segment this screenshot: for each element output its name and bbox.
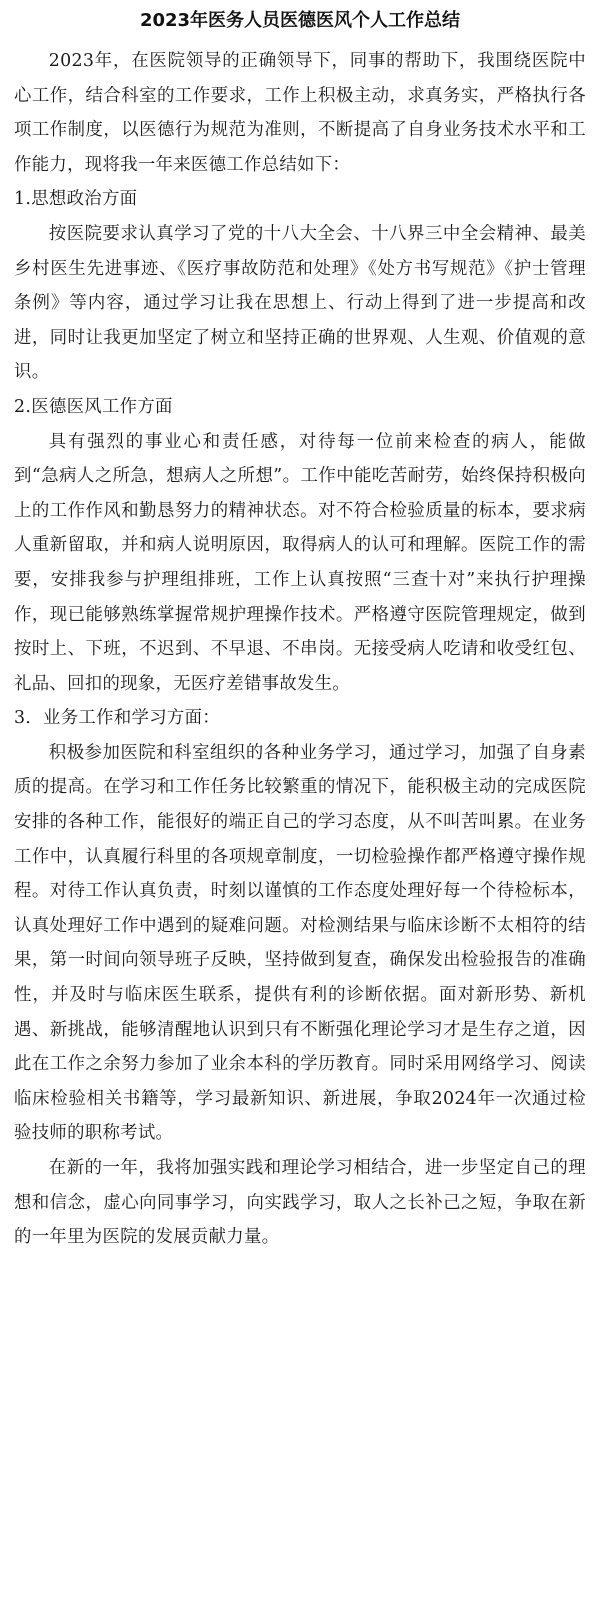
- section-2-heading: 2.医德医风工作方面: [14, 396, 173, 417]
- intro-paragraph: 2023年，在医院领导的正确领导下，同事的帮助下，我围绕医院中心工作，结合科室的工作要求，工作上积极主动，求真务实，严格执行各项工作制度，以医德行为规范为准则，不断提高了自身业务技术水平和工作能力，现将我一年来医德工作总结如下：: [14, 51, 586, 175]
- section-2-body: 具有强烈的事业心和责任感，对待每一位前来检查的病人，能做到“急病人之所急，想病人之所想”。工作中能吃苦耐劳，始终保持积极向上的工作作风和勤恳努力的精神状态。对不符合检验质量的标本，要求病人重新留取，并和病人说明原因，取得病人的认可和理解。医院工作的需要，安排我参与护理组排班，工作上认真按照“三查十对”来执行护理操作，现已能够熟练掌握常规护理操作技术。严格遵守医院管理规定，做到按时上、下班，不迟到、不早退、不串岗。无接受病人吃请和收受红包、礼品、回扣的现象，无医疗差错事故发生。: [14, 431, 586, 694]
- section-3-body: 积极参加医院和科室组织的各种业务学习，通过学习，加强了自身素质的提高。在学习和工作任务比较繁重的情况下，能积极主动的完成医院安排的各种工作，能很好的端正自己的学习态度，从不叫苦叫累。在业务工作中，认真履行科里的各项规章制度，一切检验操作都严格遵守操作规程。对待工作认真负责，时刻以谨慎的工作态度处理好每一个待检标本，认真处理好工作中遇到的疑难问题。对检测结果与临床诊断不太相符的结果，第一时间向领导班子反映，坚持做到复查，确保发出检验报告的准确性，并及时与临床医生联系，提供有利的诊断依据。面对新形势、新机遇、新挑战，能够清醒地认识到只有不断强化理论学习才是生存之道，因此在工作之余努力参加了业余本科的学历教育。同时采用网络学习、阅读临床检验相关书籍等，学习最新知识、新进展，争取2024年一次通过检验技师的职称考试。: [14, 742, 586, 1144]
- section-1-body: 按医院要求认真学习了党的十八大全会、十八界三中全会精神、最美乡村医生先进事迹、《医疗事故防范和处理》《处方书写规范》《护士管理条例》等内容，通过学习让我在思想上、行动上得到了进一步提高和改进，同时让我更加坚定了树立和坚持正确的世界观、人生观、价值观的意识。: [14, 223, 586, 383]
- section-3-heading: 3．业务工作和学习方面：: [14, 708, 220, 729]
- closing-paragraph: 在新的一年，我将加强实践和理论学习相结合，进一步坚定自己的理想和信念，虚心向同事学习，向实践学习，取人之长补己之短，争取在新的一年里为医院的发展贡献力量。: [14, 1158, 586, 1248]
- section-1-heading: 1.思想政治方面: [14, 189, 138, 210]
- document-title: 2023年医务人员医德医风个人工作总结: [139, 10, 461, 31]
